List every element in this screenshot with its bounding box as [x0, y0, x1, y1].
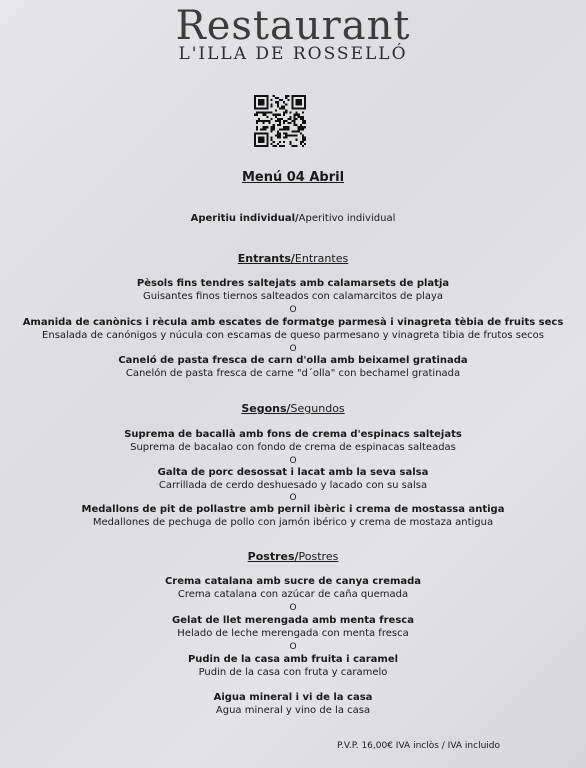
postre-1-es: Crema catalana con azúcar de caña quemada: [177, 589, 409, 600]
separator-o: O: [289, 642, 297, 652]
section-heading-segons: [0, 403, 586, 415]
postre-3-ca: Pudin de la casa amb fruita i caramel: [187, 654, 399, 665]
entrant-2-ca: Amanida de canònics i rècula amb escates de formatge parmesà i vinagreta tèbia de fruits secs: [22, 317, 564, 328]
segon-2-ca: Galta de porc desossat i lacat amb la seva salsa: [157, 467, 429, 478]
aperitiu-sep: /: [295, 213, 299, 224]
segons-title-ca: Segons: [241, 402, 287, 415]
postre-2-ca: Gelat de llet merengada amb menta fresca: [172, 615, 414, 626]
section-heading-postres: [0, 551, 586, 563]
postre-3-es: Pudin de la casa con fruta y caramelo: [198, 667, 388, 678]
separator-o: O: [289, 305, 297, 315]
separator-o: O: [289, 344, 297, 354]
segon-2-es: Carrillada de cerdo deshuesado y lacado con su salsa: [158, 480, 428, 491]
restaurant-subtitle: L'ILLA DE ROSSELLÓ: [178, 44, 408, 64]
segons-sep: /: [286, 402, 291, 415]
section-heading-entrants: [0, 253, 586, 265]
entrant-2-es: Ensalada de canónigos y núcula con escamas de queso parmesano y vinagreta tibia de frutos secos: [42, 330, 544, 341]
aperitiu-es: Aperitivo individual: [298, 213, 396, 224]
qr-code-icon[interactable]: [254, 95, 306, 147]
drinks-es: Agua mineral y vino de la casa: [215, 705, 371, 716]
segon-1-es: Suprema de bacalao con fondo de crema de espinacas salteadas: [130, 442, 456, 453]
postres-title-es: Postres: [298, 550, 339, 563]
entrant-3-es: Canelón de pasta fresca de carne "d´olla" con bechamel gratinada: [125, 368, 461, 379]
restaurant-logo: Restaurant: [175, 3, 411, 49]
segon-1-ca: Suprema de bacallà amb fons de crema d'espinacs saltejats: [124, 429, 462, 440]
aperitiu-line: [0, 213, 586, 225]
menu-title: Menú 04 Abril: [241, 170, 345, 185]
entrants-sep: /: [290, 252, 295, 265]
separator-o: O: [289, 456, 297, 466]
postres-sep: /: [294, 550, 299, 563]
entrants-title-es: Entrantes: [294, 252, 349, 265]
postre-2-es: Helado de leche merengada con menta fresca: [177, 628, 409, 639]
segon-3-es: Medallones de pechuga de pollo con jamón ibérico y crema de mostaza antigua: [92, 517, 494, 528]
postre-1-ca: Crema catalana amb sucre de canya cremada: [164, 576, 422, 587]
segon-3-ca: Medallons de pit de pollastre amb pernil ibèric i crema de mostassa antiga: [81, 504, 505, 515]
aperitiu-ca: Aperitiu individual: [190, 213, 296, 224]
entrant-1-ca: Pèsols fins tendres saltejats amb calamarsets de platja: [136, 278, 450, 289]
segons-title-es: Segundos: [290, 402, 345, 415]
price-note: P.V.P. 16,00€ IVA inclòs / IVA incluido: [336, 741, 500, 751]
separator-o: O: [289, 493, 297, 503]
drinks-ca: Aigua mineral i vi de la casa: [213, 692, 373, 703]
entrants-title-ca: Entrants: [237, 252, 291, 265]
separator-o: O: [289, 603, 297, 613]
entrant-3-ca: Caneló de pasta fresca de carn d'olla amb beixamel gratinada: [118, 355, 468, 366]
postres-title-ca: Postres: [247, 550, 295, 563]
entrant-1-es: Guisantes finos tiernos salteados con calamarcitos de playa: [142, 291, 444, 302]
